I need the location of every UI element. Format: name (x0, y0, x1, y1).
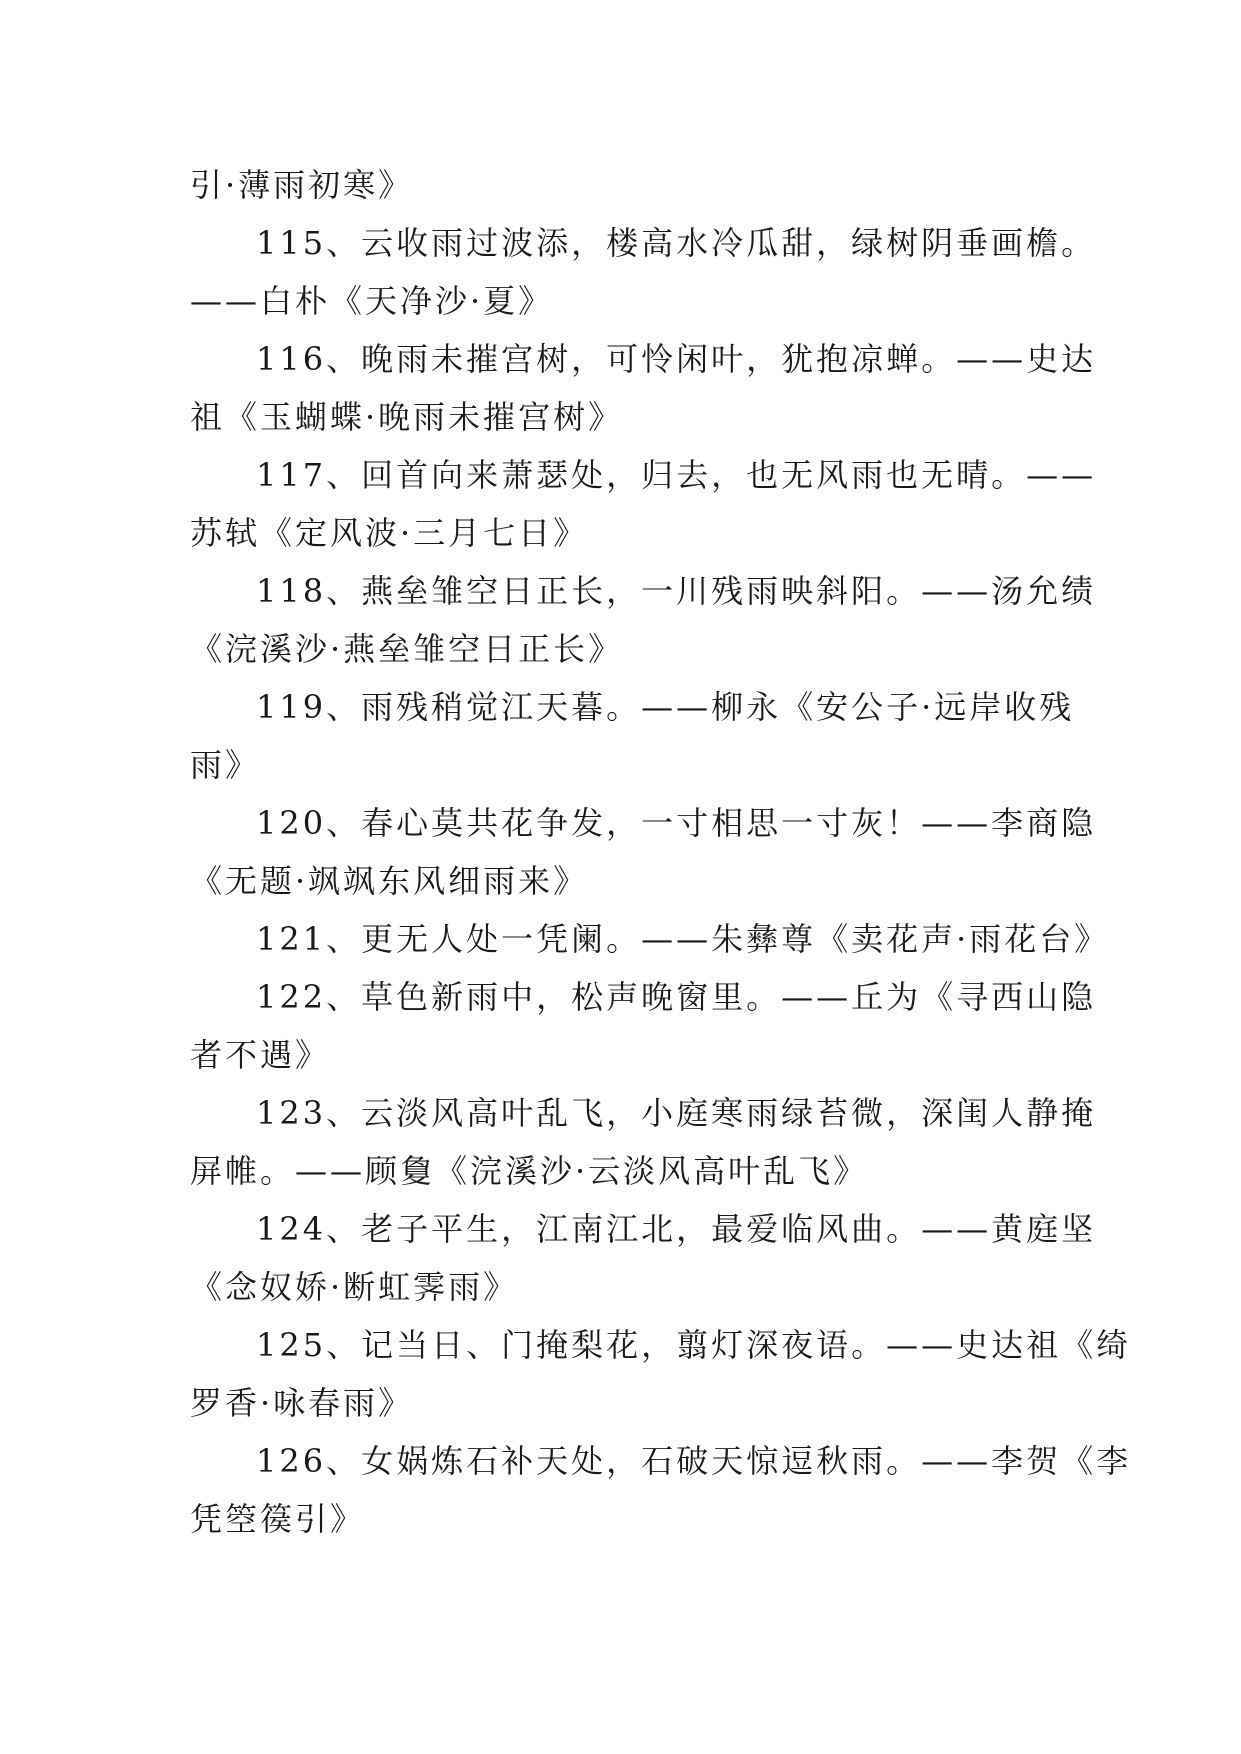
text-line: 119、雨残稍觉江天暮。——柳永《安公子·远岸收残 (256, 688, 1075, 726)
text-line: 123、云淡风高叶乱飞，小庭寒雨绿苔微，深闺人静掩 (256, 1094, 1097, 1132)
text-line: 116、晚雨未摧宫树，可怜闲叶，犹抱凉蝉。——史达 (256, 340, 1097, 378)
text-line: 126、女娲炼石补天处，石破天惊逗秋雨。——李贺《李 (256, 1442, 1132, 1480)
text-line: 祖《玉蝴蝶·晚雨未摧宫树》 (190, 398, 624, 436)
text-line: 凭箜篌引》 (190, 1500, 366, 1538)
text-line: 120、春心莫共花争发，一寸相思一寸灰！——李商隐 (256, 804, 1097, 842)
text-line: 者不遇》 (190, 1036, 331, 1074)
text-line: 125、记当日、门掩梨花，翦灯深夜语。——史达祖《绮 (256, 1326, 1132, 1364)
text-line: 118、燕垒雏空日正长，一川残雨映斜阳。——汤允绩 (256, 572, 1097, 610)
text-line: 《念奴娇·断虹霁雨》 (190, 1268, 519, 1306)
text-line: 122、草色新雨中，松声晚窗里。——丘为《寻西山隐 (256, 978, 1097, 1016)
text-line: 苏轼《定风波·三月七日》 (190, 514, 589, 552)
text-line: 117、回首向来萧瑟处，归去，也无风雨也无晴。—— (256, 456, 1097, 494)
text-line: 《无题·飒飒东风细雨来》 (190, 862, 589, 900)
text-line: 115、云收雨过波添，楼高水冷瓜甜，绿树阴垂画檐。 (256, 224, 1097, 262)
text-line: 124、老子平生，江南江北，最爱临风曲。——黄庭坚 (256, 1210, 1097, 1248)
document-page (190, 156, 1132, 1548)
text-line: 引·薄雨初寒》 (190, 166, 414, 204)
text-line: 《浣溪沙·燕垒雏空日正长》 (190, 630, 624, 668)
text-line: 121、更无人处一凭阑。——朱彝尊《卖花声·雨花台》 (256, 920, 1110, 958)
text-line: 罗香·咏春雨》 (190, 1384, 414, 1422)
text-line: ——白朴《天净沙·夏》 (190, 282, 554, 320)
text-line: 屏帷。——顾敻《浣溪沙·云淡风高叶乱飞》 (190, 1152, 869, 1190)
text-line: 雨》 (190, 746, 261, 784)
